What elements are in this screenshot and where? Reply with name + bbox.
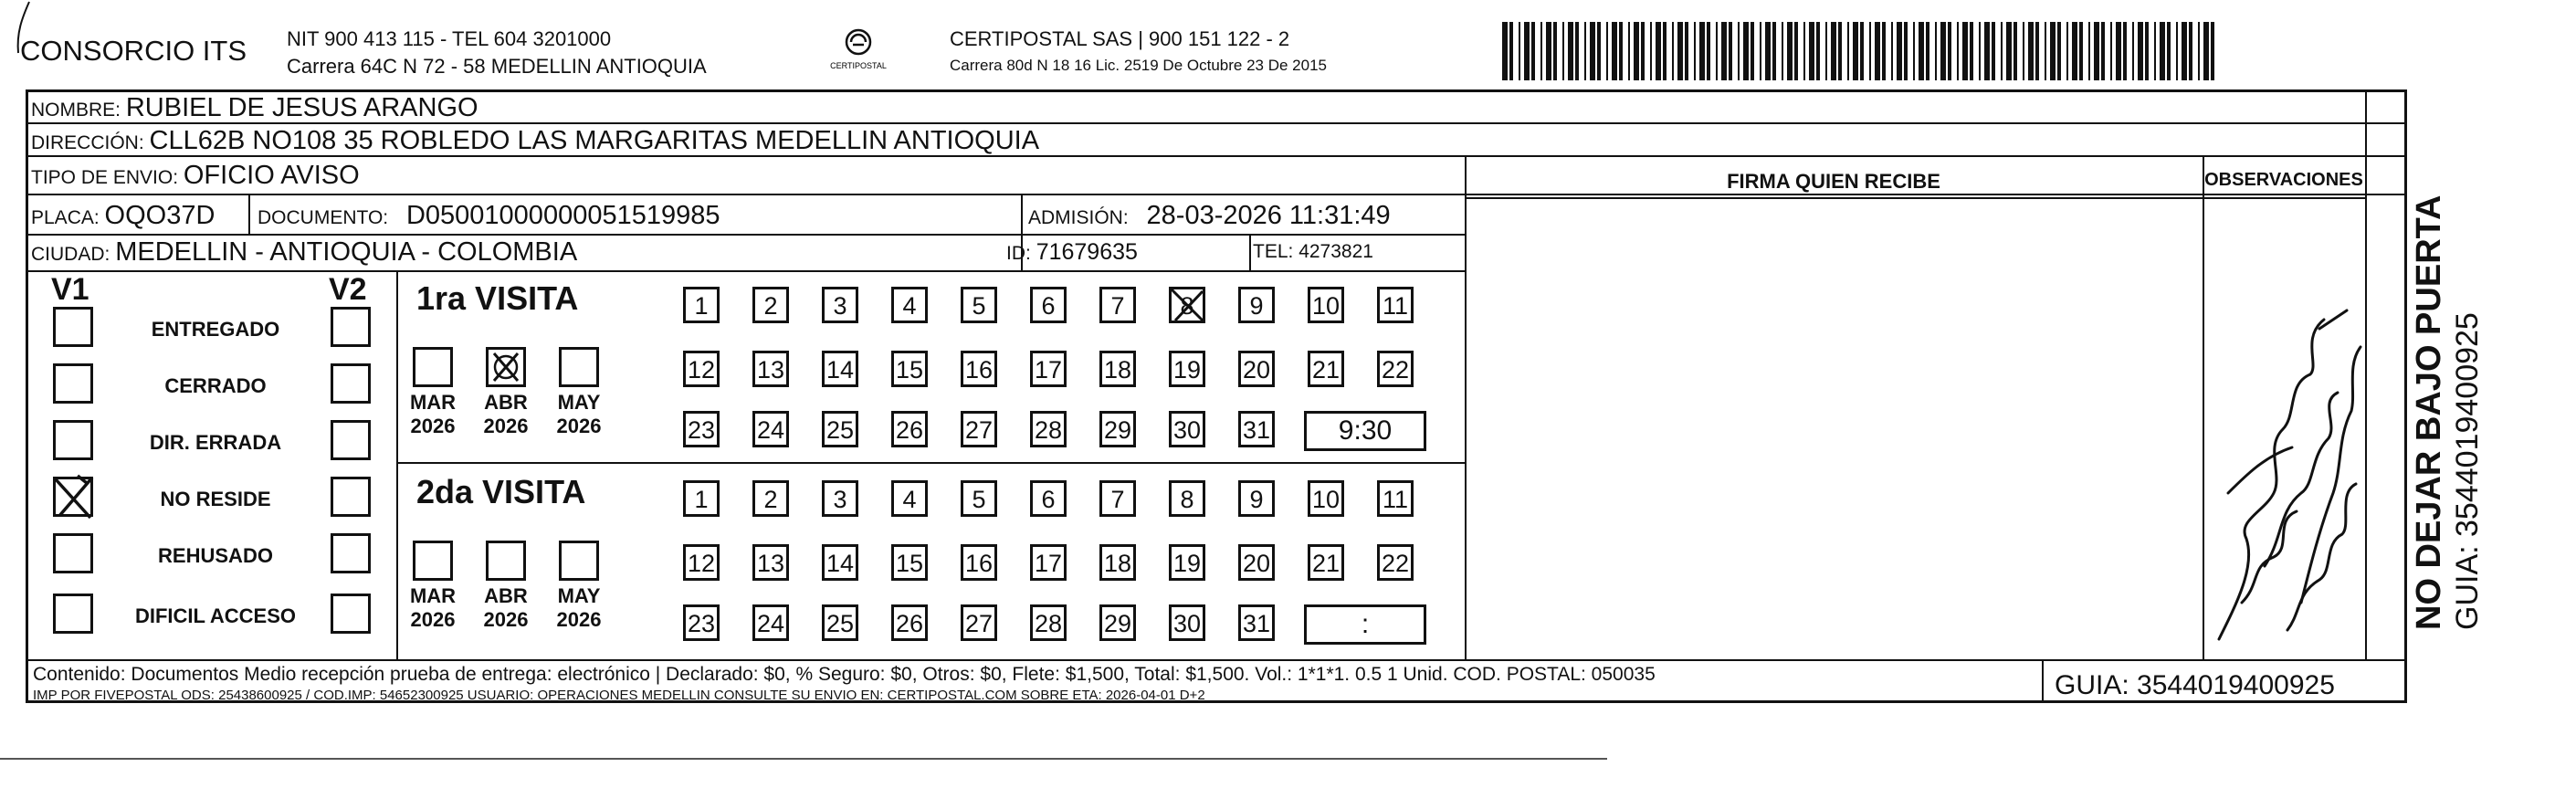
observaciones-header: OBSERVACIONES [2204,170,2363,190]
visit-title: 2da VISITA [416,473,586,510]
month-label [550,584,608,632]
day-box[interactable] [1030,604,1067,641]
v2-checkbox[interactable] [331,307,371,347]
day-number: 7 [1110,292,1125,320]
month-name: MAY [557,584,601,607]
month-name: MAR [409,391,457,414]
day-box[interactable] [1099,411,1136,447]
day-number: 30 [1172,416,1202,444]
observaciones-handwriting [2210,219,2365,648]
day-number: 23 [687,610,716,637]
day-box[interactable] [822,480,858,517]
day-number: 19 [1172,550,1202,577]
day-number: 1 [694,486,709,513]
nombre-row [31,93,478,123]
month-checkbox[interactable] [559,347,599,387]
day-box[interactable] [1169,287,1205,323]
day-number: 31 [1242,416,1271,444]
v1-checkbox[interactable] [53,420,93,460]
day-box[interactable] [752,411,789,447]
guia-vertical-text: GUIA: 3544019400925 [2450,312,2485,630]
company-nit: NIT 900 413 115 - TEL 604 3201000 [287,27,612,50]
ciudad-label: CIUDAD: [31,244,110,265]
status-label: NO RESIDE [160,488,271,510]
time-box[interactable]: : [1304,604,1426,645]
day-number: 8 [1180,292,1194,320]
day-number: 5 [972,292,986,320]
day-box[interactable] [891,480,928,517]
day-box[interactable] [1030,544,1067,581]
day-box[interactable] [1308,287,1344,323]
day-number: 3 [833,292,847,320]
nombre-label: NOMBRE: [31,100,121,121]
day-box[interactable] [683,604,720,641]
day-number: 28 [1034,610,1063,637]
month-name: ABR [484,391,528,414]
firma-header: FIRMA QUIEN RECIBE [1727,170,1940,193]
day-box[interactable] [1308,480,1344,517]
direccion-value: CLL62B NO108 35 ROBLEDO LAS MARGARITAS MEDELLIN ANTIOQUIA [149,126,1040,155]
day-box[interactable] [1377,544,1414,581]
day-box[interactable] [752,480,789,517]
day-number: 5 [972,486,986,513]
day-number: 2 [763,486,778,513]
day-number: 11 [1382,486,1409,513]
day-box[interactable] [891,287,928,323]
day-box[interactable] [891,604,928,641]
month-year: 2026 [556,608,602,631]
tel-row [1253,241,1373,263]
placa-label: PLACA: [31,207,100,228]
day-box[interactable] [1308,544,1344,581]
day-number: 20 [1242,356,1271,383]
ciudad-value: MEDELLIN - ANTIOQUIA - COLOMBIA [115,237,578,267]
status-label: REHUSADO [158,544,273,567]
visit-title: 1ra VISITA [416,279,579,317]
day-number: 1 [694,292,709,320]
day-number: 16 [964,356,994,383]
day-box[interactable] [1169,544,1205,581]
day-number: 10 [1311,486,1341,513]
footer-guia: GUIA: 3544019400925 [2055,670,2335,700]
time-box[interactable]: 9:30 [1304,411,1426,451]
day-box[interactable] [1308,351,1344,387]
id-label: ID: [1006,243,1031,264]
v2-checkbox[interactable] [331,477,371,517]
day-number: 22 [1381,356,1410,383]
company-name: CONSORCIO ITS [20,35,247,67]
month-year: 2026 [483,415,529,437]
svg-text:CERTIPOSTAL: CERTIPOSTAL [830,61,887,70]
footer-imp: IMP POR FIVEPOSTAL ODS: 25438600925 / COD.IMP: 54652300925 USUARIO: OPERACIONES MEDELLIN CONSULTE SU ENVIO EN: CERTIPOSTAL.COM SOBRE ETA: 2026-04-01 D+2 [33,688,1205,703]
day-box[interactable] [1377,287,1414,323]
day-number: 14 [825,550,855,577]
month-name: ABR [484,584,528,607]
day-number: 15 [895,356,924,383]
day-box[interactable] [752,287,789,323]
month-year: 2026 [556,415,602,437]
day-box[interactable] [1030,411,1067,447]
day-number: 17 [1034,356,1063,383]
day-box[interactable] [1238,480,1275,517]
day-box[interactable] [822,544,858,581]
day-box[interactable] [1377,480,1414,517]
v2-checkbox[interactable] [331,363,371,404]
day-box[interactable] [822,411,858,447]
corner-mark [7,0,35,55]
v1-checkbox[interactable] [53,594,93,634]
month-label [477,391,535,438]
admision-label: ADMISIÓN: [1028,207,1129,228]
month-label [404,391,462,438]
day-box[interactable] [1030,287,1067,323]
day-number: 2 [763,292,778,320]
day-number: 9 [1249,486,1264,513]
day-number: 21 [1311,550,1341,577]
day-box[interactable] [1099,287,1136,323]
day-number: 26 [895,416,924,444]
day-box[interactable] [891,351,928,387]
day-box[interactable] [683,411,720,447]
v1-checkbox[interactable] [53,363,93,404]
day-number: 14 [825,356,855,383]
day-number: 26 [895,610,924,637]
no-dejar-text: NO DEJAR BAJO PUERTA [2410,194,2448,630]
month-label [550,391,608,438]
day-box[interactable] [1238,411,1275,447]
month-year: 2026 [410,608,456,631]
day-number: 28 [1034,416,1063,444]
day-number: 17 [1034,550,1063,577]
day-box[interactable] [1169,411,1205,447]
certipostal-line: CERTIPOSTAL SAS | 900 151 122 - 2 [950,27,1290,50]
day-box[interactable] [752,544,789,581]
day-number: 20 [1242,550,1271,577]
month-checkbox[interactable] [413,541,453,581]
day-number: 19 [1172,356,1202,383]
day-box[interactable] [961,287,997,323]
day-box[interactable] [1238,351,1275,387]
v1-label: V1 [51,272,89,307]
day-number: 27 [964,416,994,444]
barcode [1502,22,2224,80]
day-number: 22 [1381,550,1410,577]
tel-label: TEL: [1253,241,1294,262]
day-number: 4 [902,292,917,320]
day-number: 31 [1242,610,1271,637]
documento-row [258,201,720,231]
x-mark-icon [50,474,98,521]
day-box[interactable] [1099,351,1136,387]
tel-value: 4273821 [1299,241,1373,262]
month-checkbox[interactable] [486,541,526,581]
placa-value: OQO37D [104,201,216,230]
status-label: DIFICIL ACCESO [134,604,296,627]
day-box[interactable] [1169,351,1205,387]
certipostal-address: Carrera 80d N 18 16 Lic. 2519 De Octubre 23 De 2015 [950,57,1327,74]
v2-checkbox[interactable] [331,533,371,573]
tipo-label: TIPO DE ENVIO: [31,167,179,188]
day-box[interactable] [1169,604,1205,641]
day-box[interactable] [1099,604,1136,641]
v1-checkbox[interactable] [53,477,93,517]
month-year: 2026 [483,608,529,631]
day-box[interactable] [683,480,720,517]
day-box[interactable] [1030,480,1067,517]
month-name: MAY [557,391,601,414]
id-value: 71679635 [1036,239,1138,265]
admision-value: 28-03-2026 11:31:49 [1146,201,1391,230]
day-number: 25 [825,610,855,637]
v2-checkbox[interactable] [331,594,371,634]
day-box[interactable] [961,604,997,641]
day-box[interactable] [822,287,858,323]
documento-label: DOCUMENTO: [258,207,389,228]
company-address: Carrera 64C N 72 - 58 MEDELLIN ANTIOQUIA [287,55,707,78]
day-number: 23 [687,416,716,444]
day-number: 21 [1311,356,1341,383]
month-checkbox[interactable] [413,347,453,387]
day-box[interactable] [822,604,858,641]
status-label: DIR. ERRADA [149,431,282,454]
day-number: 29 [1103,610,1132,637]
day-box[interactable] [1099,480,1136,517]
month-checkbox[interactable] [486,347,526,387]
v1-checkbox[interactable] [53,533,93,573]
day-box[interactable] [1238,287,1275,323]
day-number: 13 [756,356,785,383]
day-number: 18 [1103,356,1132,383]
day-box[interactable] [961,480,997,517]
documento-value: D05001000000051519985 [405,201,720,230]
day-number: 7 [1110,486,1125,513]
day-number: 24 [756,416,785,444]
month-name: MAR [409,584,457,607]
day-number: 6 [1041,292,1056,320]
day-box[interactable] [683,287,720,323]
day-number: 24 [756,610,785,637]
day-number: 16 [964,550,994,577]
month-checkbox[interactable] [559,541,599,581]
day-box[interactable] [1377,351,1414,387]
month-year: 2026 [410,415,456,437]
v2-label: V2 [329,272,367,307]
v1-checkbox[interactable] [53,307,93,347]
tipo-value: OFICIO AVISO [183,161,360,190]
day-number: 3 [833,486,847,513]
day-box[interactable] [961,544,997,581]
day-box[interactable] [891,411,928,447]
day-number: 10 [1311,292,1341,320]
day-box[interactable] [1169,480,1205,517]
x-mark-icon [1168,286,1208,334]
day-number: 9 [1249,292,1264,320]
day-box[interactable] [1099,544,1136,581]
id-row [1006,239,1138,266]
day-box[interactable] [683,544,720,581]
day-number: 25 [825,416,855,444]
day-box[interactable] [1238,544,1275,581]
tipo-row [31,161,360,191]
admision-row [1028,201,1391,231]
month-label [477,584,535,632]
ciudad-row [31,237,577,268]
x-mark-icon [489,350,523,384]
direccion-row [31,126,1039,156]
day-number: 12 [687,550,716,577]
status-label: ENTREGADO [151,318,280,341]
day-number: 11 [1382,292,1409,320]
day-number: 18 [1103,550,1132,577]
day-box[interactable] [961,351,997,387]
day-box[interactable] [752,351,789,387]
month-label [404,584,462,632]
day-number: 30 [1172,610,1202,637]
day-box[interactable] [1030,351,1067,387]
nombre-value: RUBIEL DE JESUS ARANGO [125,93,478,122]
status-label: CERRADO [164,374,267,397]
day-number: 8 [1180,486,1194,513]
day-box[interactable] [961,411,997,447]
certipostal-logo [813,27,904,78]
day-box[interactable] [822,351,858,387]
v2-checkbox[interactable] [331,420,371,460]
day-number: 13 [756,550,785,577]
day-box[interactable] [891,544,928,581]
footer-contenido: Contenido: Documentos Medio recepción prueba de entrega: electrónico | Declarado: $0, % Seguro: $0, Otros: $0, Flete: $1,500, Total: $1,500. Vol.: 1*1*1. 0.5 1 Unid. COD. POSTAL: 050035 [33,664,1656,685]
day-number: 15 [895,550,924,577]
day-number: 12 [687,356,716,383]
day-box[interactable] [752,604,789,641]
day-box[interactable] [683,351,720,387]
side-text [2409,119,2491,630]
day-box[interactable] [1238,604,1275,641]
day-number: 6 [1041,486,1056,513]
day-number: 4 [902,486,917,513]
day-number: 29 [1103,416,1132,444]
direccion-label: DIRECCIÓN: [31,132,144,153]
day-number: 27 [964,610,994,637]
placa-row [31,201,215,231]
